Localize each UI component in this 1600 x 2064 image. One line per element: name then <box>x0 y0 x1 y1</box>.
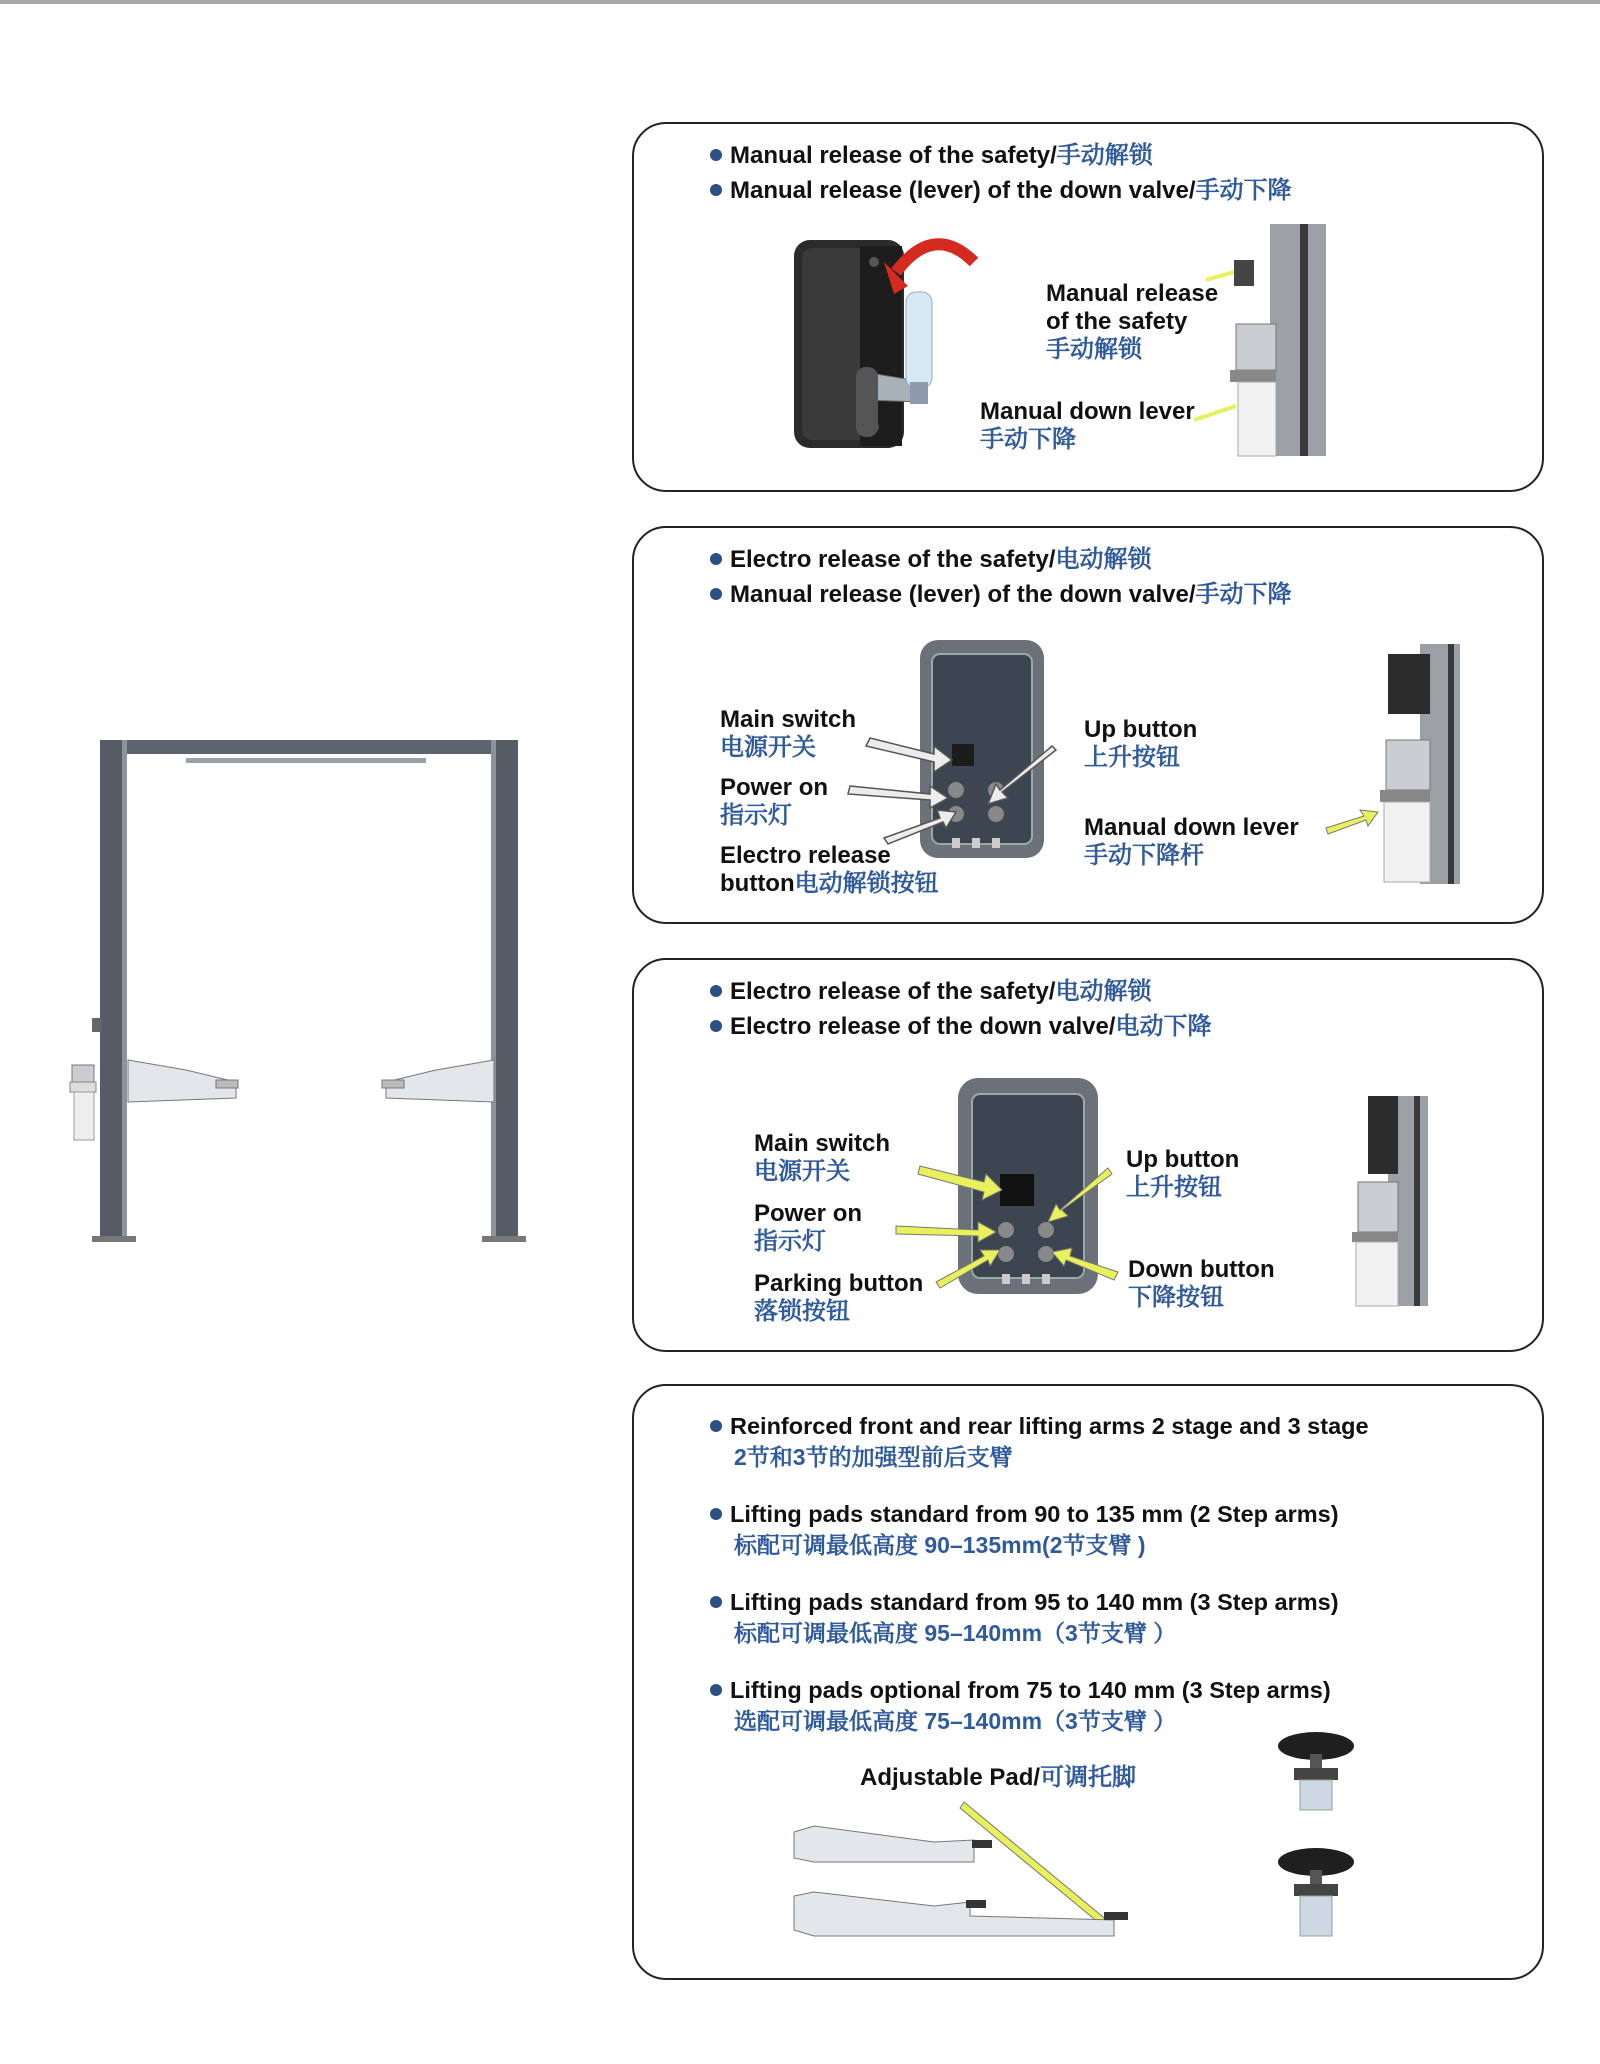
bullet-dot <box>710 149 722 161</box>
spec-list <box>710 1410 1369 1762</box>
bullet-dot <box>710 1508 722 1520</box>
column-side-view-image <box>1338 1096 1438 1316</box>
list-item: Lifting pads standard from 90 to 135 mm (2 Step arms) 标配可调最低高度 90–135mm(2节支臂 ) <box>710 1498 1369 1560</box>
column-side-view-image <box>1230 224 1340 460</box>
panel-manual-release <box>632 122 1544 492</box>
label-manual-down-lever: Manual down lever 手动下降杆 <box>1084 814 1299 869</box>
bullet-item: Manual release (lever) of the down valve/手动下降 <box>710 577 1292 612</box>
panel-electro-release-electro-down <box>632 958 1544 1352</box>
bullet-dot <box>710 1420 722 1432</box>
label-power-on: Power on 指示灯 <box>720 774 829 829</box>
list-item: Lifting pads optional from 75 to 140 mm (3 Step arms) 选配可调最低高度 75–140mm（3节支臂 ） <box>710 1674 1369 1736</box>
panel-lifting-arms <box>632 1384 1544 1980</box>
column-side-view-image <box>1370 644 1470 884</box>
label-up-button: Up button 上升按钮 <box>1126 1146 1240 1201</box>
label-power-on: Power on 指示灯 <box>754 1200 863 1255</box>
bullet-item: Electro release of the safety/电动解锁 <box>710 542 1292 577</box>
bullet-dot <box>710 1684 722 1696</box>
label-adjustable-pad: Adjustable Pad/可调托脚 <box>860 1764 1137 1791</box>
label-down-button: Down button 下降按钮 <box>1128 1256 1275 1311</box>
label-main-switch: Main switch 电源开关 <box>720 706 857 761</box>
safety-lock-closeup-image <box>784 222 984 462</box>
list-item: Lifting pads standard from 95 to 140 mm (3 Step arms) 标配可调最低高度 95–140mm（3节支臂 ） <box>710 1586 1369 1648</box>
bullet-item: Manual release (lever) of the down valve/手动下降 <box>710 173 1292 208</box>
adjustable-pad-image <box>1266 1732 1366 1962</box>
panel-electro-release-manual-down <box>632 526 1544 924</box>
list-item: Reinforced front and rear lifting arms 2 stage and 3 stage 2节和3节的加强型前后支臂 <box>710 1410 1369 1472</box>
label-parking-button: Parking button 落锁按钮 <box>754 1270 924 1325</box>
bullet-item: Manual release of the safety/手动解锁 <box>710 138 1292 173</box>
label-electro-release-button: Electro release button电动解锁按钮 <box>720 842 939 897</box>
two-post-lift-illustration <box>56 730 546 1260</box>
bullet-dot <box>710 1596 722 1608</box>
bullet-dot <box>710 184 722 196</box>
panel1-bullets <box>710 138 1292 208</box>
bullet-item: Electro release of the down valve/电动下降 <box>710 1009 1211 1044</box>
top-rule <box>0 0 1600 4</box>
label-manual-down-lever: Manual down lever 手动下降 <box>980 398 1195 453</box>
label-manual-release-safety: Manual release of the safety 手动解锁 <box>1046 280 1219 363</box>
label-up-button: Up button 上升按钮 <box>1084 716 1198 771</box>
label-main-switch: Main switch 电源开关 <box>754 1130 891 1185</box>
bullet-item: Electro release of the safety/电动解锁 <box>710 974 1211 1009</box>
lifting-arms-image <box>784 1796 1174 1946</box>
